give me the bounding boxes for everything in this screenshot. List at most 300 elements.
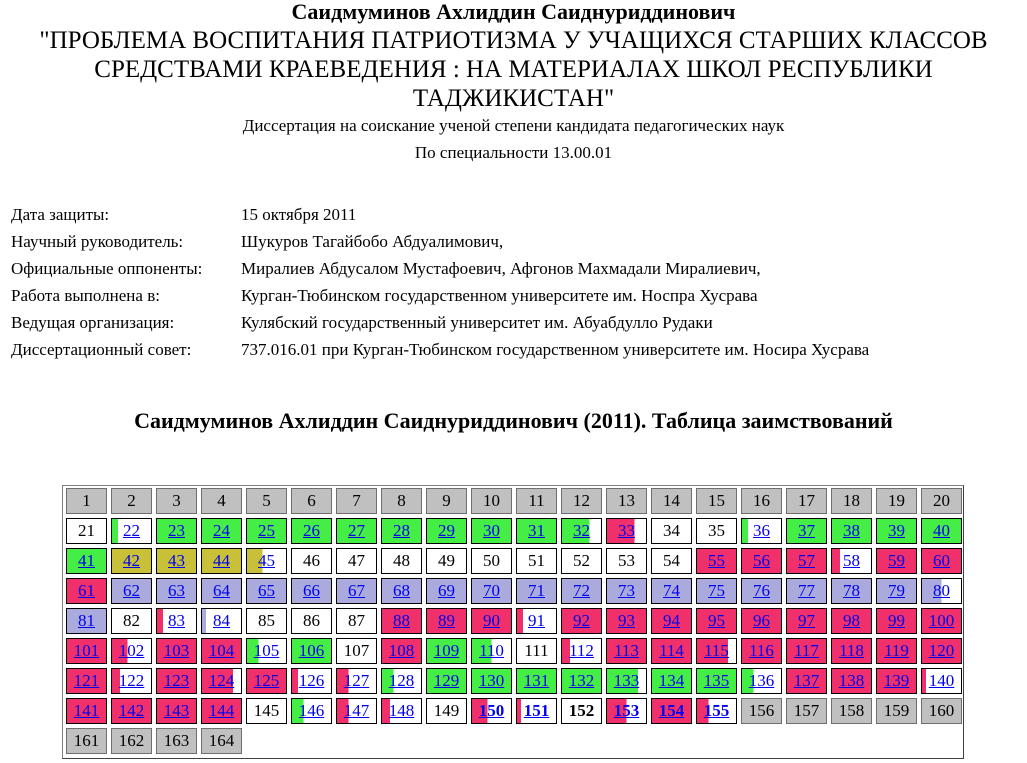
grid-header-cell: 14 bbox=[651, 488, 692, 514]
page-cell[interactable] bbox=[606, 698, 647, 724]
page-number: 87 bbox=[348, 611, 365, 630]
page-cell[interactable] bbox=[111, 548, 152, 574]
page-link[interactable]: 78 bbox=[843, 581, 860, 600]
page-cell[interactable] bbox=[201, 578, 242, 604]
page-cell[interactable] bbox=[426, 608, 467, 634]
page-link[interactable]: 120 bbox=[928, 641, 955, 660]
page-cell[interactable] bbox=[111, 578, 152, 604]
page-link[interactable]: 147 bbox=[343, 701, 370, 720]
page-cell[interactable] bbox=[66, 638, 107, 664]
page-cell[interactable] bbox=[156, 518, 197, 544]
page-link[interactable]: 95 bbox=[708, 611, 725, 630]
page-link[interactable]: 93 bbox=[618, 611, 635, 630]
page-cell[interactable] bbox=[156, 638, 197, 664]
page-link[interactable]: 122 bbox=[118, 671, 145, 690]
page-link[interactable]: 117 bbox=[794, 641, 819, 660]
page-link[interactable]: 101 bbox=[73, 641, 100, 660]
page-cell bbox=[831, 698, 872, 724]
page-link[interactable]: 94 bbox=[663, 611, 680, 630]
page-link[interactable]: 113 bbox=[614, 641, 639, 660]
grid-header-cell: 19 bbox=[876, 488, 917, 514]
page-link[interactable]: 137 bbox=[793, 671, 820, 690]
dissertation-title: "ПРОБЛЕМА ВОСПИТАНИЯ ПАТРИОТИЗМА У УЧАЩИХСЯ СТАРШИХ КЛАССОВ СРЕДСТВАМИ КРАЕВЕДЕНИЯ : НА МАТЕРИАЛАХ ШКОЛ РЕСПУБЛИКИ ТАДЖИКИСТАН" bbox=[39, 27, 988, 112]
page-cell[interactable] bbox=[876, 518, 917, 544]
page-link[interactable]: 141 bbox=[73, 701, 100, 720]
page-link[interactable]: 109 bbox=[433, 641, 460, 660]
page-link[interactable]: 76 bbox=[753, 581, 770, 600]
page-link[interactable]: 89 bbox=[438, 611, 455, 630]
page-link[interactable]: 139 bbox=[883, 671, 910, 690]
page-cell[interactable] bbox=[246, 548, 287, 574]
page-link[interactable]: 144 bbox=[208, 701, 235, 720]
page-link[interactable]: 110 bbox=[479, 641, 504, 660]
page-cell[interactable] bbox=[246, 578, 287, 604]
dissertation-subtitle: Диссертация на соискание ученой степени кандидата педагогических наук bbox=[242, 116, 785, 135]
page-cell[interactable] bbox=[561, 668, 602, 694]
page-cell[interactable] bbox=[66, 578, 107, 604]
page-link[interactable]: 26 bbox=[303, 521, 320, 540]
page-link[interactable]: 65 bbox=[258, 581, 275, 600]
page-cell[interactable] bbox=[786, 518, 827, 544]
page-link[interactable]: 90 bbox=[483, 611, 500, 630]
grid-header-cell: 8 bbox=[381, 488, 422, 514]
page-link[interactable]: 64 bbox=[213, 581, 230, 600]
page-link[interactable]: 56 bbox=[753, 551, 770, 570]
page-cell[interactable] bbox=[471, 578, 512, 604]
page-cell[interactable] bbox=[921, 668, 962, 694]
page-number: 145 bbox=[253, 701, 280, 720]
page-link[interactable]: 81 bbox=[78, 611, 95, 630]
page-cell bbox=[66, 728, 107, 754]
page-link[interactable]: 135 bbox=[703, 671, 730, 690]
page-cell[interactable] bbox=[201, 698, 242, 724]
page-number: 34 bbox=[663, 521, 680, 540]
page-cell[interactable] bbox=[111, 638, 152, 664]
page-link[interactable]: 22 bbox=[123, 521, 140, 540]
page-cell[interactable] bbox=[741, 608, 782, 634]
page-cell[interactable] bbox=[786, 608, 827, 634]
page-link[interactable]: 128 bbox=[388, 671, 415, 690]
page-link[interactable]: 130 bbox=[478, 671, 505, 690]
page-number: 163 bbox=[163, 731, 190, 750]
page-cell[interactable] bbox=[246, 638, 287, 664]
page-number: 162 bbox=[118, 731, 145, 750]
page-link[interactable]: 99 bbox=[888, 611, 905, 630]
page-cell[interactable] bbox=[291, 638, 332, 664]
page-link[interactable]: 134 bbox=[658, 671, 685, 690]
page-cell[interactable] bbox=[66, 668, 107, 694]
borrowings-grid bbox=[62, 485, 964, 759]
page-link[interactable]: 106 bbox=[298, 641, 325, 660]
page-cell[interactable] bbox=[651, 638, 692, 664]
page-cell[interactable] bbox=[156, 668, 197, 694]
page-link[interactable]: 116 bbox=[749, 641, 774, 660]
page-link[interactable]: 131 bbox=[523, 671, 550, 690]
page-cell[interactable] bbox=[426, 578, 467, 604]
page-link[interactable]: 45 bbox=[258, 551, 275, 570]
page-link[interactable]: 118 bbox=[839, 641, 864, 660]
info-value: Курган-Тюбинском государственном университете им. Носпра Хусрава bbox=[241, 285, 758, 305]
page-link[interactable]: 125 bbox=[253, 671, 280, 690]
page-link[interactable]: 41 bbox=[78, 551, 95, 570]
info-row-council bbox=[11, 336, 871, 363]
page-link[interactable]: 98 bbox=[843, 611, 860, 630]
page-cell[interactable] bbox=[201, 548, 242, 574]
page-link[interactable]: 71 bbox=[528, 581, 545, 600]
page-cell[interactable] bbox=[156, 548, 197, 574]
page-number: 52 bbox=[573, 551, 590, 570]
page-cell[interactable] bbox=[696, 698, 737, 724]
page-link[interactable]: 40 bbox=[933, 521, 950, 540]
page-link[interactable]: 126 bbox=[298, 671, 325, 690]
page-number: 159 bbox=[883, 701, 910, 720]
page-link[interactable]: 119 bbox=[884, 641, 909, 660]
page-cell bbox=[291, 608, 332, 634]
page-link[interactable]: 115 bbox=[704, 641, 729, 660]
page-cell[interactable] bbox=[921, 548, 962, 574]
page-link[interactable]: 103 bbox=[163, 641, 190, 660]
page-cell bbox=[516, 638, 557, 664]
page-cell[interactable] bbox=[921, 638, 962, 664]
page-cell[interactable] bbox=[741, 518, 782, 544]
page-cell bbox=[651, 518, 692, 544]
page-cell[interactable] bbox=[786, 638, 827, 664]
page-link[interactable]: 155 bbox=[703, 701, 730, 720]
page-cell[interactable] bbox=[831, 668, 872, 694]
page-link[interactable]: 32 bbox=[573, 521, 590, 540]
page-link[interactable]: 124 bbox=[208, 671, 235, 690]
page-link[interactable]: 24 bbox=[213, 521, 230, 540]
page-link[interactable]: 138 bbox=[838, 671, 865, 690]
page-link[interactable]: 73 bbox=[618, 581, 635, 600]
page-cell[interactable] bbox=[606, 518, 647, 544]
grid-header-cell: 6 bbox=[291, 488, 332, 514]
page-cell[interactable] bbox=[201, 608, 242, 634]
page-cell[interactable] bbox=[336, 518, 377, 544]
page-cell[interactable] bbox=[471, 638, 512, 664]
page-cell bbox=[741, 698, 782, 724]
page-number: 82 bbox=[123, 611, 140, 630]
page-cell[interactable] bbox=[426, 668, 467, 694]
page-number: 51 bbox=[528, 551, 545, 570]
page-cell[interactable] bbox=[156, 578, 197, 604]
page-cell[interactable] bbox=[246, 668, 287, 694]
page-cell[interactable] bbox=[696, 608, 737, 634]
page-cell[interactable] bbox=[831, 518, 872, 544]
page-cell[interactable] bbox=[516, 608, 557, 634]
page-cell[interactable] bbox=[876, 548, 917, 574]
page-link[interactable]: 129 bbox=[433, 671, 460, 690]
page-cell bbox=[66, 518, 107, 544]
grid-header-cell: 18 bbox=[831, 488, 872, 514]
page-cell[interactable] bbox=[876, 638, 917, 664]
page-link[interactable]: 59 bbox=[888, 551, 905, 570]
page-number: 164 bbox=[208, 731, 235, 750]
page-number: 161 bbox=[73, 731, 100, 750]
page-link[interactable]: 55 bbox=[708, 551, 725, 570]
page-cell[interactable] bbox=[606, 668, 647, 694]
page-cell bbox=[201, 728, 242, 754]
page-link[interactable]: 44 bbox=[213, 551, 230, 570]
page-cell[interactable] bbox=[561, 578, 602, 604]
page-link[interactable]: 102 bbox=[118, 641, 145, 660]
page-cell[interactable] bbox=[336, 668, 377, 694]
page-link[interactable]: 25 bbox=[258, 521, 275, 540]
page-cell[interactable] bbox=[156, 698, 197, 724]
page-link[interactable]: 123 bbox=[163, 671, 190, 690]
page-cell[interactable] bbox=[66, 608, 107, 634]
page-link[interactable]: 42 bbox=[123, 551, 140, 570]
page-link[interactable]: 91 bbox=[528, 611, 545, 630]
page-number: 35 bbox=[708, 521, 725, 540]
page-link[interactable]: 151 bbox=[523, 701, 550, 720]
info-table bbox=[11, 201, 871, 363]
page-number: 85 bbox=[258, 611, 275, 630]
page-link[interactable]: 37 bbox=[798, 521, 815, 540]
page-number: 107 bbox=[343, 641, 370, 660]
page-cell bbox=[336, 548, 377, 574]
page-link[interactable]: 75 bbox=[708, 581, 725, 600]
page-cell[interactable] bbox=[741, 638, 782, 664]
page-cell[interactable] bbox=[561, 608, 602, 634]
page-link[interactable]: 70 bbox=[483, 581, 500, 600]
page-number: 160 bbox=[928, 701, 955, 720]
page-cell[interactable] bbox=[381, 578, 422, 604]
page-cell[interactable] bbox=[336, 698, 377, 724]
info-label: Дата защиты: bbox=[11, 204, 110, 224]
page-cell[interactable] bbox=[471, 668, 512, 694]
page-cell[interactable] bbox=[651, 698, 692, 724]
page-cell[interactable] bbox=[876, 608, 917, 634]
page-link[interactable]: 27 bbox=[348, 521, 365, 540]
page-cell[interactable] bbox=[606, 608, 647, 634]
page-link[interactable]: 150 bbox=[478, 701, 505, 720]
page-cell bbox=[111, 728, 152, 754]
page-cell[interactable] bbox=[876, 668, 917, 694]
grid-header-cell: 9 bbox=[426, 488, 467, 514]
header bbox=[0, 0, 1027, 163]
page-cell[interactable] bbox=[696, 668, 737, 694]
page-cell[interactable] bbox=[381, 518, 422, 544]
page-link[interactable]: 114 bbox=[659, 641, 684, 660]
page-cell[interactable] bbox=[516, 578, 557, 604]
page-link[interactable]: 66 bbox=[303, 581, 320, 600]
page-link[interactable]: 74 bbox=[663, 581, 680, 600]
page-cell[interactable] bbox=[696, 578, 737, 604]
page-cell[interactable] bbox=[831, 578, 872, 604]
info-value: 15 октября 2011 bbox=[241, 204, 357, 224]
info-value: Кулябский государственный университет им. Абуабдулло Рудаки bbox=[241, 312, 713, 332]
page-link[interactable]: 72 bbox=[573, 581, 590, 600]
page-link[interactable]: 61 bbox=[78, 581, 95, 600]
page-link[interactable]: 79 bbox=[888, 581, 905, 600]
page-link[interactable]: 140 bbox=[928, 671, 955, 690]
page-number: 50 bbox=[483, 551, 500, 570]
page-cell[interactable] bbox=[741, 548, 782, 574]
page-cell[interactable] bbox=[786, 578, 827, 604]
page-cell[interactable] bbox=[921, 578, 962, 604]
page-cell[interactable] bbox=[516, 698, 557, 724]
page-number: 156 bbox=[748, 701, 775, 720]
page-cell bbox=[606, 548, 647, 574]
page-cell[interactable] bbox=[651, 578, 692, 604]
borrowings-table-title: Саидмуминов Ахлиддин Саиднуриддинович (2011). Таблица заимствований bbox=[134, 408, 893, 433]
page-link[interactable]: 121 bbox=[73, 671, 100, 690]
page-cell[interactable] bbox=[741, 578, 782, 604]
page-cell[interactable] bbox=[291, 668, 332, 694]
page-cell[interactable] bbox=[426, 638, 467, 664]
page-link[interactable]: 36 bbox=[753, 521, 770, 540]
page-link[interactable]: 67 bbox=[348, 581, 365, 600]
page-link[interactable]: 58 bbox=[843, 551, 860, 570]
page-link[interactable]: 62 bbox=[123, 581, 140, 600]
page-cell[interactable] bbox=[786, 668, 827, 694]
page-link[interactable]: 28 bbox=[393, 521, 410, 540]
page-number: 21 bbox=[78, 521, 95, 540]
page-cell bbox=[426, 548, 467, 574]
page-cell[interactable] bbox=[66, 698, 107, 724]
page-cell[interactable] bbox=[471, 608, 512, 634]
page-cell[interactable] bbox=[516, 668, 557, 694]
page-link[interactable]: 112 bbox=[569, 641, 594, 660]
page-cell[interactable] bbox=[111, 698, 152, 724]
page-cell[interactable] bbox=[651, 608, 692, 634]
page-cell[interactable] bbox=[156, 608, 197, 634]
page-cell[interactable] bbox=[831, 608, 872, 634]
page-link[interactable]: 136 bbox=[748, 671, 775, 690]
page-link[interactable]: 148 bbox=[388, 701, 415, 720]
page-cell[interactable] bbox=[291, 698, 332, 724]
page-link[interactable]: 68 bbox=[393, 581, 410, 600]
page-cell[interactable] bbox=[606, 578, 647, 604]
grid-header-cell: 20 bbox=[921, 488, 962, 514]
page-cell[interactable] bbox=[651, 668, 692, 694]
page-link[interactable]: 132 bbox=[568, 671, 595, 690]
page-cell[interactable] bbox=[921, 608, 962, 634]
page-link[interactable]: 33 bbox=[618, 521, 635, 540]
page-link[interactable]: 43 bbox=[168, 551, 185, 570]
page-link[interactable]: 127 bbox=[343, 671, 370, 690]
page-link[interactable]: 84 bbox=[213, 611, 230, 630]
page-cell bbox=[876, 698, 917, 724]
page-link[interactable]: 142 bbox=[118, 701, 145, 720]
info-value: 737.016.01 при Курган-Тюбинском государственном университете им. Носира Хусрава bbox=[241, 339, 870, 359]
info-label: Диссертационный совет: bbox=[11, 339, 192, 359]
page-cell[interactable] bbox=[471, 518, 512, 544]
page-cell[interactable] bbox=[111, 518, 152, 544]
page-cell[interactable] bbox=[66, 548, 107, 574]
page-link[interactable]: 146 bbox=[298, 701, 325, 720]
page-cell bbox=[336, 608, 377, 634]
page-link[interactable]: 96 bbox=[753, 611, 770, 630]
page-cell[interactable] bbox=[696, 548, 737, 574]
page-link[interactable]: 63 bbox=[168, 581, 185, 600]
page-cell[interactable] bbox=[471, 698, 512, 724]
page-cell[interactable] bbox=[336, 578, 377, 604]
page-link[interactable]: 29 bbox=[438, 521, 455, 540]
page-cell[interactable] bbox=[426, 518, 467, 544]
page-cell bbox=[561, 698, 602, 724]
page-cell[interactable] bbox=[561, 518, 602, 544]
page-link[interactable]: 108 bbox=[388, 641, 415, 660]
page-cell[interactable] bbox=[381, 608, 422, 634]
page-link[interactable]: 30 bbox=[483, 521, 500, 540]
page-cell bbox=[291, 548, 332, 574]
page-cell[interactable] bbox=[921, 518, 962, 544]
page-link[interactable]: 39 bbox=[888, 521, 905, 540]
page-cell[interactable] bbox=[741, 668, 782, 694]
page-cell[interactable] bbox=[381, 638, 422, 664]
page-link[interactable]: 153 bbox=[613, 701, 640, 720]
info-label: Официальные оппоненты: bbox=[11, 258, 203, 278]
grid-header-cell: 2 bbox=[111, 488, 152, 514]
info-value: Миралиев Абдусалом Мустафоевич, Афгонов Махмадали Миралиевич, bbox=[241, 258, 761, 278]
page-link[interactable]: 105 bbox=[253, 641, 280, 660]
page-link[interactable]: 38 bbox=[843, 521, 860, 540]
page-cell[interactable] bbox=[381, 668, 422, 694]
page-cell[interactable] bbox=[786, 548, 827, 574]
page-link[interactable]: 154 bbox=[658, 701, 685, 720]
page-number: 111 bbox=[524, 641, 549, 660]
page-link[interactable]: 92 bbox=[573, 611, 590, 630]
page-cell[interactable] bbox=[561, 638, 602, 664]
page-cell[interactable] bbox=[606, 638, 647, 664]
page-link[interactable]: 143 bbox=[163, 701, 190, 720]
page-link[interactable]: 83 bbox=[168, 611, 185, 630]
page-link[interactable]: 133 bbox=[613, 671, 640, 690]
page-cell[interactable] bbox=[291, 518, 332, 544]
page-cell[interactable] bbox=[381, 698, 422, 724]
page-cell[interactable] bbox=[201, 518, 242, 544]
grid-header-cell: 1 bbox=[66, 488, 107, 514]
grid-header-cell: 3 bbox=[156, 488, 197, 514]
page-cell[interactable] bbox=[111, 668, 152, 694]
page-link[interactable]: 104 bbox=[208, 641, 235, 660]
page-link[interactable]: 100 bbox=[928, 611, 955, 630]
grid-header-cell: 7 bbox=[336, 488, 377, 514]
page-link[interactable]: 77 bbox=[798, 581, 815, 600]
page-link[interactable]: 23 bbox=[168, 521, 185, 540]
page-link[interactable]: 88 bbox=[393, 611, 410, 630]
info-row-supervisor bbox=[11, 228, 871, 255]
grid-header-cell: 15 bbox=[696, 488, 737, 514]
page-link[interactable]: 80 bbox=[933, 581, 950, 600]
grid-header-cell: 17 bbox=[786, 488, 827, 514]
page-cell[interactable] bbox=[516, 518, 557, 544]
page-link[interactable]: 60 bbox=[933, 551, 950, 570]
page-cell[interactable] bbox=[201, 668, 242, 694]
grid-header-cell: 12 bbox=[561, 488, 602, 514]
info-label: Работа выполнена в: bbox=[11, 285, 160, 305]
page-cell bbox=[246, 608, 287, 634]
page-link[interactable]: 31 bbox=[528, 521, 545, 540]
page-link[interactable]: 57 bbox=[798, 551, 815, 570]
page-cell[interactable] bbox=[876, 578, 917, 604]
page-cell bbox=[111, 608, 152, 634]
author-name: Саидмуминов Ахлиддин Саиднуриддинович bbox=[291, 0, 736, 24]
page-link[interactable]: 97 bbox=[798, 611, 815, 630]
info-row-opponents bbox=[11, 255, 871, 282]
grid-header-cell: 4 bbox=[201, 488, 242, 514]
page-cell[interactable] bbox=[831, 638, 872, 664]
page-cell[interactable] bbox=[831, 548, 872, 574]
specialty: По специальности 13.00.01 bbox=[414, 143, 613, 162]
page-link[interactable]: 69 bbox=[438, 581, 455, 600]
page-cell[interactable] bbox=[291, 578, 332, 604]
page-cell[interactable] bbox=[201, 638, 242, 664]
page-cell[interactable] bbox=[246, 518, 287, 544]
page-cell[interactable] bbox=[696, 638, 737, 664]
